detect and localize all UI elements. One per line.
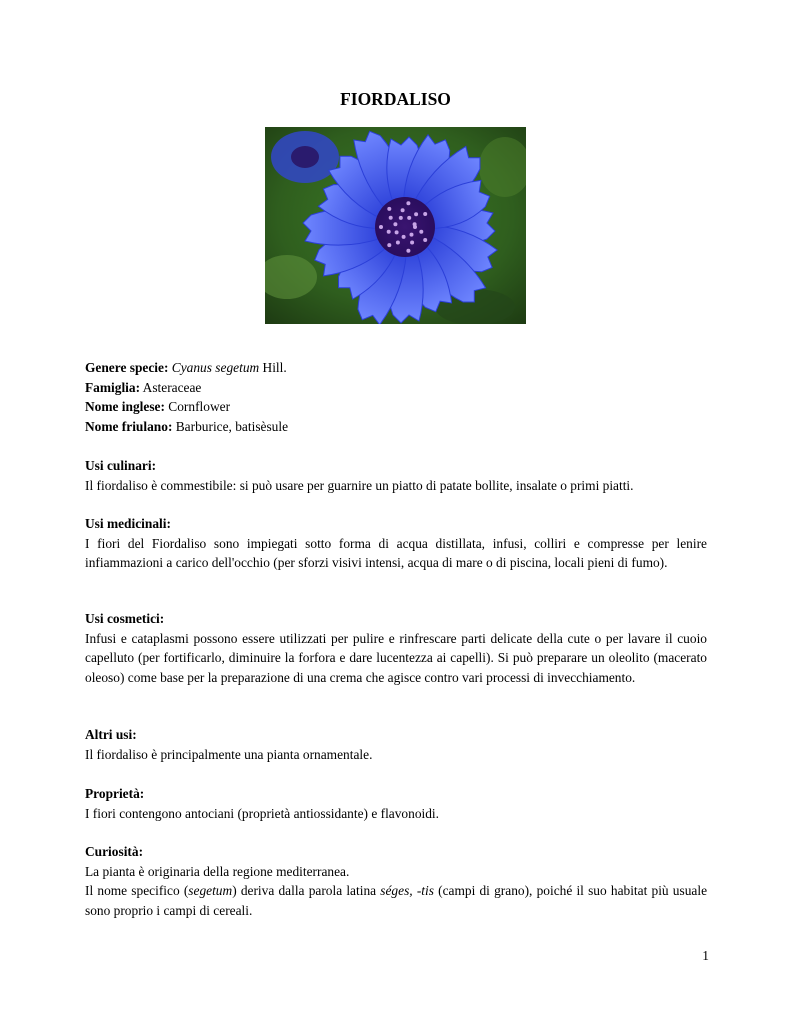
text-run: Il nome specifico (	[85, 883, 189, 899]
section-heading: Proprietà:	[85, 786, 145, 801]
genere-author: Hill.	[259, 360, 287, 375]
latin-term: segetum	[188, 883, 233, 899]
stamen	[387, 230, 391, 234]
friulano-label: Nome friulano:	[85, 418, 173, 434]
section-usi-cosmetici	[85, 609, 707, 687]
section-text-line1: La pianta è originaria della regione mediterranea.	[85, 863, 350, 879]
section-altri-usi	[85, 725, 707, 764]
cornflower-image	[265, 127, 526, 324]
stamen	[407, 216, 411, 220]
genere-line	[85, 358, 707, 378]
stamen	[387, 207, 391, 211]
species-info	[85, 358, 707, 436]
inglese-line	[85, 397, 707, 417]
text-run: (campi di grano), poiché il suo habitat più usuale sono proprio i campi di cereali.	[85, 883, 708, 918]
genere-label: Genere specie:	[85, 360, 169, 375]
latin-term: séges, -tis	[380, 883, 434, 899]
stamen	[413, 222, 417, 226]
stamen	[419, 230, 423, 234]
stamen	[387, 243, 391, 247]
genere-scientific-name: Cyanus segetum	[171, 360, 260, 375]
stamen	[402, 235, 406, 239]
stamen	[401, 208, 405, 212]
section-usi-culinari	[85, 456, 707, 495]
text-run: ) deriva dalla parola latina	[232, 883, 381, 899]
section-heading: Usi culinari:	[85, 458, 157, 473]
section-heading: Usi medicinali:	[85, 516, 171, 531]
stamen	[414, 212, 418, 216]
section-text: I fiori contengono antociani (proprietà antiossidante) e flavonoidi.	[85, 805, 439, 821]
stamen	[389, 216, 393, 220]
section-text: Il fiordaliso è principalmente una pianta ornamentale.	[85, 746, 373, 762]
section-text: Il fiordaliso è commestibile: si può usare per guarnire un piatto di patate bollite, insalate o primi piatti.	[85, 477, 634, 493]
stamen	[399, 216, 403, 220]
inglese-label: Nome inglese:	[85, 399, 165, 415]
stamen	[410, 241, 414, 245]
stamen	[393, 222, 397, 226]
section-heading: Curiosità:	[85, 844, 144, 859]
section-text: Infusi e cataplasmi possono essere utilizzati per pulire e rinfrescare parti delicate della cute o per lavare il cuoio capelluto (per fortificarlo, diminuire la forfora e dare lucentezza ai capelli). Si può preparare un oleolito (macerato oleoso) come base per la preparazione di una crema che agisce contro vari processi di invecchiamento.	[85, 630, 707, 685]
page-title: FIORDALISO	[340, 89, 451, 109]
stamen	[406, 249, 410, 253]
stamen	[396, 241, 400, 245]
page-number: 1	[702, 948, 709, 963]
section-heading: Altri usi:	[85, 727, 137, 742]
inglese-value: Cornflower	[164, 399, 231, 415]
section-text: I fiori del Fiordaliso sono impiegati sotto forma di acqua distillata, infusi, colliri e compresse per lenire infiammazioni a carico dell'occhio (per sforzi visivi intensi, acqua di mare o di piscina, locali pieni di fumo).	[85, 535, 707, 571]
section-usi-medicinali	[85, 514, 707, 573]
stamen	[406, 201, 410, 205]
famiglia-value: Asteraceae	[140, 379, 202, 395]
friulano-line	[85, 417, 707, 437]
stamen	[423, 238, 427, 242]
section-proprieta	[85, 784, 707, 823]
famiglia-line	[85, 378, 707, 398]
stamen	[423, 212, 427, 216]
stamen	[395, 230, 399, 234]
section-curiosita	[85, 842, 707, 920]
stamen	[379, 225, 383, 229]
famiglia-label: Famiglia:	[85, 379, 141, 395]
section-heading: Usi cosmetici:	[85, 611, 165, 626]
section-text-line2	[85, 881, 707, 920]
stamen	[410, 233, 414, 237]
friulano-value: Barburice, batisèsule	[172, 418, 289, 434]
cornflower-photo	[265, 127, 526, 324]
